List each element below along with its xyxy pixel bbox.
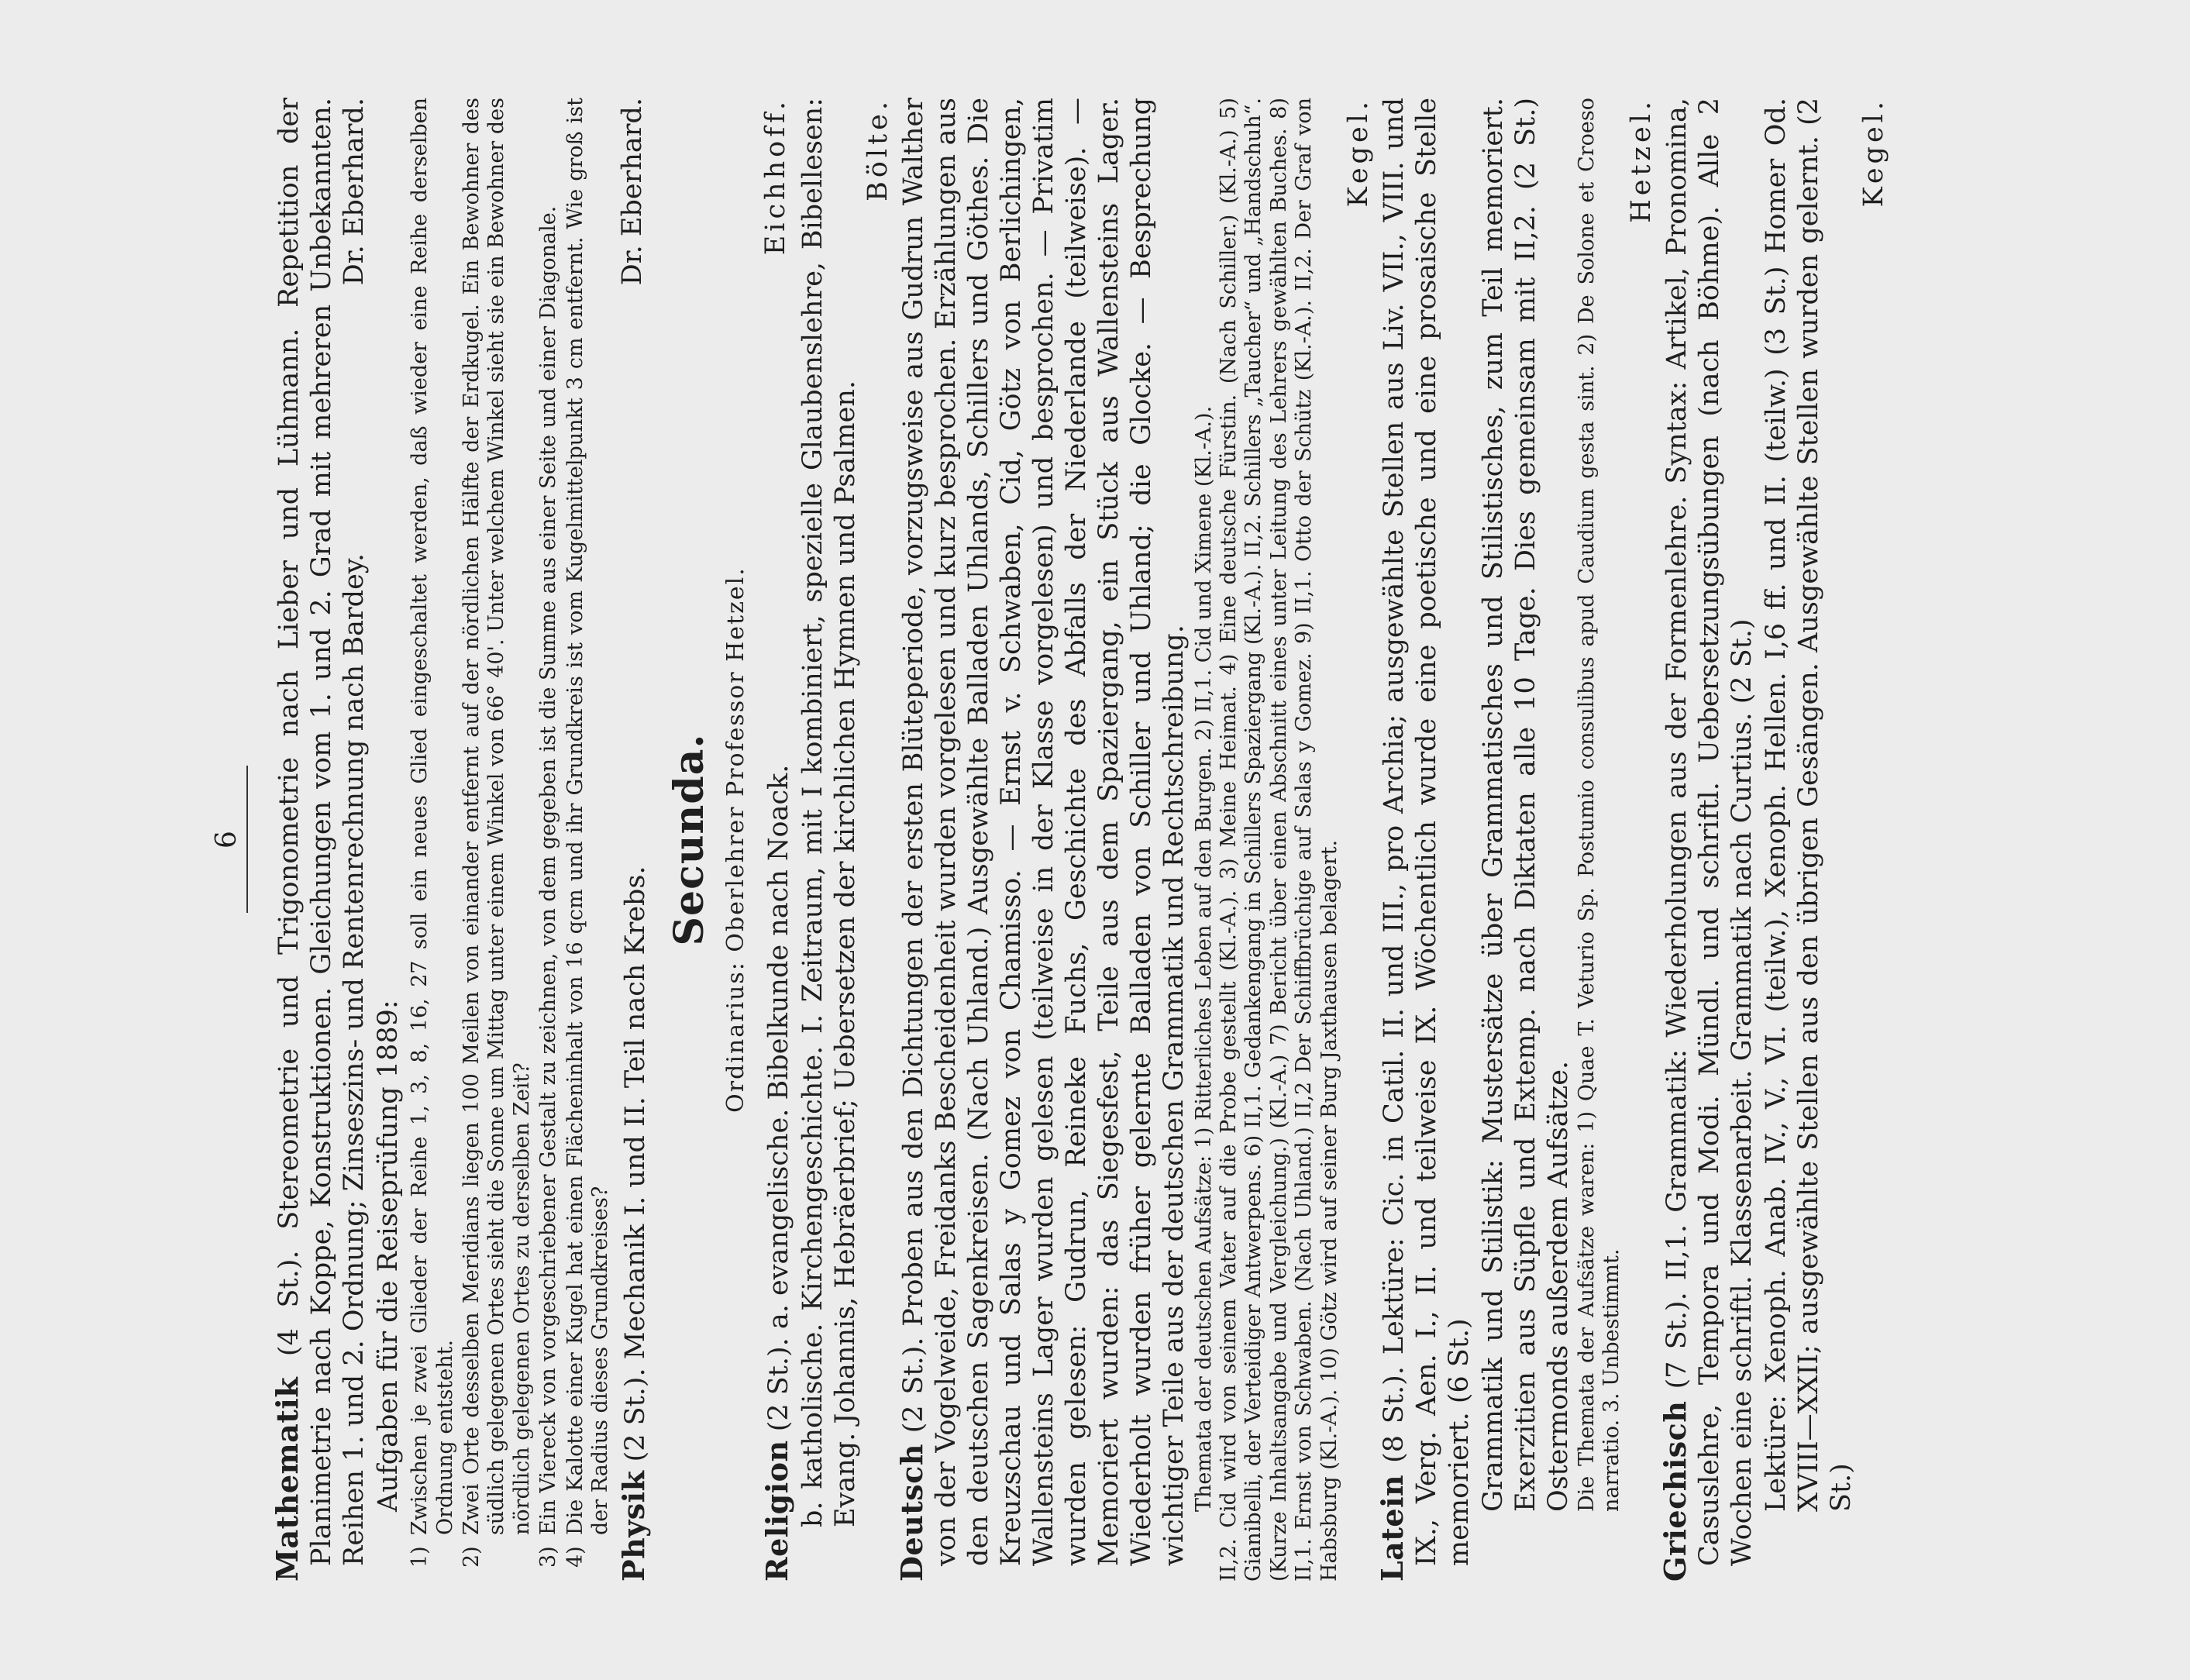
mathematik-task-list — [408, 98, 613, 1582]
page-number-rule — [246, 766, 248, 914]
religion-heading: Religion — [759, 1440, 794, 1582]
religion-section — [759, 98, 795, 1582]
latein-text: (8 St.). Lektüre: Cic. in Catil. II. und III., pro Archia; ausgewählte Stellen aus Liv. VII., VIII. und IX., Verg. Aen. I., II. und teilweise IX. Wöchentlich wurde eine poetische und eine prosaische Stelle memoriert. (6 St.) — [1379, 98, 1475, 1566]
mathematik-teacher: Dr. Eberhard. — [339, 98, 370, 286]
mathematik-section — [270, 98, 370, 1582]
deutsch-themes: II,2. Cid wird von seinem Vater auf die Probe gestellt (Kl.-A.). 3) Meine Heimat. 4) Eine deutsche Fürstin. (Nach Schiller.) (Kl.-A.) 5) Gianibelli, der Verteidiger Antwerpens. 6) II,1. Gedankengang in Schillers Spaziergang (Kl.-A.). II,2. Schillers „Taucher“ und „Handschuh“. (Kurze Inhaltsangabe und Vergleichung.) (Kl.-A.) 7) Bericht über einen Abschnitt eines unter Leitung des Lehrers gewählten Buches. 8) II,1. Ernst von Schwaben. (Nach Uhland.) II,2 Der Schiffbrüchige auf Salas y Gomez. 9) II,1. Otto der Schütz (Kl.-A.). II,2. Der Graf von Habsburg (Kl.-A.). 10) Götz wird auf seiner Burg Jaxthausen belagert. — [1217, 98, 1341, 1582]
griechisch-teacher: Kegel. — [1858, 98, 1889, 208]
latein-grammar: Grammatik und Stilistik: Mustersätze über Grammatisches und Stilistisches, zum Teil memoriert. Exerzitien aus Süpfle und Extemp. nach Diktaten alle 10 Tage. Dies gemeinsam mit II,2. (2 St.) Ostermonds außerdem Aufsätze. — [1478, 98, 1575, 1512]
mathematik-tasks-title: Aufgaben für die Reiseprüfung 1889: — [373, 1000, 405, 1512]
deutsch-teacher: Kegel. — [1343, 98, 1375, 208]
griechisch-section — [1658, 98, 1758, 1582]
deutsch-text: (2 St.). Proben aus den Dichtungen der ersten Blüteperiode, vorzugsweise aus Gudrun Walther von der Vogelweide, Freidanks Bescheidenheit wurden vorgelesen und kurz besprochen. Erzählungen aus den deutschen Sagenkreisen. (Nach Uhland.) Ausgewählte Balladen Uhlands, Schillers und Göthes. Die Kreuzschau und Salas y Gomez von Chamisso. — Ernst v. Schwaben, Cid, Götz von Berlichingen, Wallensteins Lager wurden gelesen (teilweise in der Klasse vorgelesen) und besprochen. — Privatim wurden gelesen: Gudrun, Reineke Fuchs, Geschichte des Abfalls der Niederlande (teilweise). — Memoriert wurden: das Siegesfest, Teile aus dem Spaziergang, ein Stück aus Wallensteins Lager. Wiederholt wurden früher gelernte Balladen von Schiller und Uhland; die Glocke. — Besprechung wichtiger Teile aus der deutschen Grammatik und Rechtschreibung. — [897, 98, 1190, 1566]
griechisch-text: (7 St.). II,1. Grammatik: Wiederholungen aus der Formenlehre. Syntax: Artikel, Pronomina, Casuslehre, Tempora und Modi. Mündl. und schriftl. Uebersetzungsübungen (nach Böhme). Alle 2 Wochen eine schriftl. Klassenarbeit. Grammatik nach Curtius. (2 St.) — [1661, 98, 1758, 1566]
document-page — [205, 90, 2030, 1589]
religion-line-b: b. katholische. Kirchengeschichte. I. Zeitraum, mit I kombiniert, spezielle Glaubenslehre, Bibellesen: Evang. Johannis, Hebräerbrief; Uebersetzen der kirchlichen Hymnen und Psalmen. — [797, 98, 861, 1527]
list-item: 1) Zwischen je zwei Glieder der Reihe 1, 3, 8, 16, 27 soll ein neues Glied eingeschaltet werden, daß wieder eine Reihe derselben Ordnung entsteht. — [408, 98, 457, 1568]
section-title: Secunda. — [666, 733, 714, 946]
ordinarius-line: Ordinarius: Oberlehrer Professor Hetzel. — [721, 566, 749, 1113]
latein-teacher: Hetzel. — [1625, 98, 1657, 223]
page-number: 6 — [211, 831, 243, 849]
religion-teacher-a: Eichhoff. — [759, 98, 791, 256]
deutsch-themes-intro: Themata der deutschen Aufsätze: 1) Ritterliches Leben auf den Burgen. 2) II,1. Cid und Ximene (Kl.-A.). — [1191, 405, 1216, 1512]
religion-teacher-b: Bölte. — [862, 98, 894, 201]
griechisch-lektuere: Lektüre: Xenoph. Anab. IV., V., VI. (teilw.), Xenoph. Hellen. I,6 ff. und II. (teilw.) (3 St.) Homer Od. XVIII—XXII; ausgewählte Stellen aus den übrigen Gesängen. Ausgewählte Stellen wurden gelernt. (2 St.) — [1760, 98, 1857, 1512]
physik-teacher: Dr. Eberhard. — [617, 98, 649, 286]
deutsch-heading: Deutsch — [894, 1444, 929, 1582]
deutsch-section — [894, 98, 1190, 1582]
physik-section — [616, 98, 652, 1582]
list-item: 2) Zwei Orte desselben Meridians liegen 100 Meilen von einander entfernt auf der nördlichen Hälfte der Erdkugel. Ein Bewohner des südlich gelegenen Ortes sieht die Sonne um Mittag unter einem Winkel von 66° 40'. Unter welchem Winkel sieht sie ein Bewohner des nördlich gelegenen Ortes zu derselben Zeit? — [459, 98, 534, 1568]
physik-heading: Physik — [616, 1470, 652, 1582]
list-item: 4) Die Kalotte einer Kugel hat einen Flächeninhalt von 16 qcm und ihr Grundkreis ist vom Kugelmittelpunkt 3 cm entfernt. Wie groß ist der Radius dieses Grundkreises? — [563, 98, 612, 1568]
griechisch-heading: Griechisch — [1657, 1400, 1692, 1582]
latein-themes: Die Themata der Aufsätze waren: 1) Quae T. Veturio Sp. Postumio consulibus apud Caudium gesta sint. 2) De Solone et Croeso narratio. 3. Unbestimmt. — [1575, 98, 1624, 1512]
list-item: 3) Ein Viereck von vorgeschriebener Gestalt zu zeichnen, von dem gegeben ist die Summe aus einer Seite und einer Diagonale. — [536, 205, 561, 1568]
mathematik-heading: Mathematik — [270, 1376, 305, 1582]
latein-heading: Latein — [1375, 1474, 1410, 1582]
religion-line-a: (2 St.). a. evangelische. Bibelkunde nach Noack. — [763, 764, 794, 1432]
physik-text: (2 St.). Mechanik I. und II. Teil nach Krebs. — [620, 866, 652, 1462]
mathematik-text: (4 St.). Stereometrie und Trigonometrie nach Lieber und Lühmann. Repetition der Planimetrie nach Koppe, Konstruktionen. Gleichungen vom 1. und 2. Grad mit mehreren Unbekannten. Reihen 1. und 2. Ordnung; Zinseszins- und Rentenrechnung nach Bardey. — [274, 98, 370, 1566]
latein-section — [1375, 98, 1475, 1582]
